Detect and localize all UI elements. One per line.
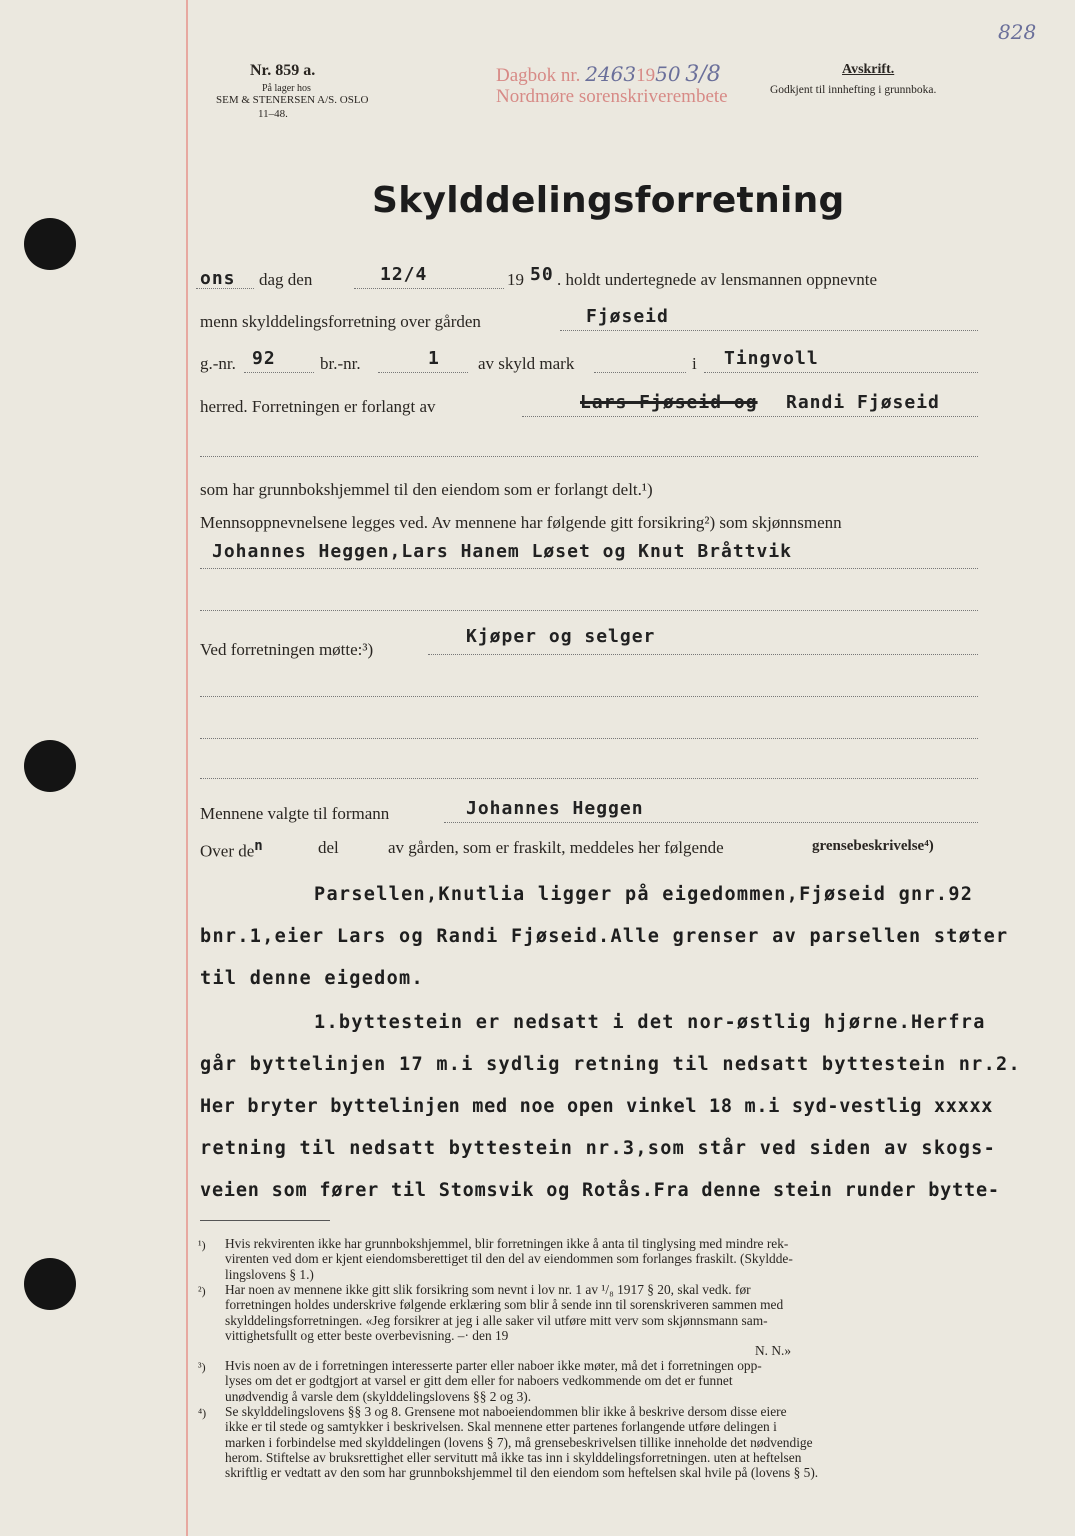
del-label: del: [318, 838, 339, 857]
place-value: Tingvoll: [724, 348, 819, 369]
punch-hole-middle: [24, 740, 76, 792]
footnote-line: skriftlig er vedtatt av den som har grunnbokshjemmel til den eiendom som heftelsen skal hvile på (lovens § 5).: [225, 1465, 819, 1481]
journal-stamp-line-1: [496, 62, 721, 87]
footnote-line: Hvis rekvirenten ikke har grunnbokshjemmel, blir forretningen ikke å anta til tinglysing med mindre rek-: [225, 1236, 789, 1251]
dotted-line: [200, 696, 978, 697]
herred-label: herred. Forretningen er forlangt av: [200, 397, 436, 416]
body-line-5: går byttelinjen 17 m.i sydlig retning til nedsatt byttestein nr.2.: [200, 1054, 1021, 1075]
dotted-line: [354, 288, 504, 289]
dotted-line: [594, 372, 686, 373]
stamp-year: 50: [655, 62, 681, 86]
dotted-line: [428, 654, 978, 655]
punch-hole-bottom: [24, 1258, 76, 1310]
year-prefix: 19: [507, 270, 524, 289]
bnr-label: br.-nr.: [320, 354, 361, 373]
body-line-3: til denne eigedom.: [200, 968, 424, 989]
dotted-line: [200, 610, 978, 611]
formann-value: Johannes Heggen: [466, 798, 644, 819]
motte-label: Ved forretningen møtte:³): [200, 640, 374, 659]
footnote-line: virenten ved dom er kjent eiendomsberettiget til den del av eiendommen som forlanges fraskilt. (Skyldde-: [225, 1251, 793, 1267]
dotted-line: [522, 416, 978, 417]
stamp-number: 2463: [585, 62, 637, 86]
footnote-line: lingslovens § 1.): [225, 1266, 314, 1282]
footnote-line: ikke er til stede og samtykker i beskrivelsen. Skal mennene etter partenes forlangende utføre delingen i: [225, 1419, 777, 1435]
formann-label: Mennene valgte til formann: [200, 804, 390, 823]
footnote-3-mark: ³): [198, 1360, 206, 1374]
footnote-line: forretningen holdes underskrive følgende erklæring som blir å sende inn til sorenskriveren sammen med: [225, 1297, 784, 1313]
stamp-year-prefix: 19: [636, 65, 656, 86]
footnote-rule: [200, 1220, 330, 1221]
requester-value: Randi Fjøseid: [786, 392, 940, 413]
printer-line-1: På lager hos: [262, 83, 311, 94]
body-line-6: Her bryter byttelinjen med noe open vinkel 18 m.i syd-vestlig xxxxx: [200, 1096, 994, 1117]
footnote-signature: N. N.»: [755, 1343, 792, 1359]
dotted-line: [200, 778, 978, 779]
footnote-2: [225, 1282, 985, 1358]
margin-rule: [186, 0, 188, 1536]
over-de-label: [200, 838, 264, 862]
gnr-label: g.-nr.: [200, 354, 236, 373]
footnote-2-mark: ²): [198, 1284, 206, 1298]
gnr-value: 92: [252, 348, 276, 369]
footnote-line: marken i forbindelse med skylddelingen (lovens § 7), må grensebeskrivelsen tillike inneholde det nødvendige: [225, 1434, 813, 1450]
footnote-4: [225, 1404, 985, 1480]
footnote-line: lyses om det er godtgjort at varsel er gitt dem eller for naboers vedkommende om det er funnet: [225, 1373, 733, 1389]
footnote-1: [225, 1236, 985, 1282]
godkjent-note: Godkjent til innhefting i grunnboka.: [770, 84, 937, 96]
over-rest-label: av gården, som er fraskilt, meddeles her følgende: [388, 838, 724, 857]
footnote-3: [225, 1358, 985, 1404]
footnote-line: Se skylddelingslovens §§ 3 og 8. Grensene mot naboeiendommen blir ikke å beskrive dersom disse eiere: [225, 1404, 787, 1419]
over-de-n: n: [254, 838, 264, 854]
footnote-line: vittighetsfullt og etter beste overbevisning. –· den 19: [225, 1327, 509, 1343]
i-label: i: [692, 354, 697, 373]
date-value: 12/4: [380, 264, 428, 285]
dotted-line: [200, 568, 978, 569]
footnote-4-mark: ⁴): [198, 1406, 207, 1420]
bnr-value: 1: [428, 348, 440, 369]
footnote-1-mark: ¹): [198, 1238, 206, 1252]
dotted-line: [560, 330, 978, 331]
avskrift-label: Avskrift.: [842, 62, 895, 77]
motte-value: Kjøper og selger: [466, 626, 656, 647]
dotted-line: [196, 288, 254, 289]
stamp-prefix: Dagbok nr.: [496, 65, 581, 86]
holdt-label: . holdt undertegnede av lensmannen oppnevnte: [557, 270, 878, 289]
farm-value: Fjøseid: [586, 306, 669, 327]
struck-requester: Lars Fjøseid og: [580, 392, 758, 413]
dotted-line: [200, 738, 978, 739]
document-title: Skylddelingsforretning: [372, 180, 845, 221]
grense-label: grensebeskrivelse⁴): [812, 838, 934, 854]
year-value: 50: [530, 264, 554, 285]
printer-line-3: 11–48.: [258, 108, 288, 120]
dotted-line: [200, 456, 978, 457]
weekday-value: ons: [200, 268, 236, 289]
grunnbok-text: som har grunnbokshjemmel til den eiendom som er forlangt delt.¹): [200, 480, 653, 499]
footnote-line: skylddelingsforretningen. «Jeg forsikrer at jeg i alle saker vil utføre mitt verv som skjønnsmann sam-: [225, 1312, 768, 1328]
dotted-line: [704, 372, 978, 373]
page-number: 828: [998, 20, 1037, 44]
dag-den-label: dag den: [259, 270, 313, 289]
printer-line-2: SEM & STENERSEN A/S. OSLO: [216, 94, 369, 106]
mennsopp-text: Mennsoppnevnelsene legges ved. Av mennene har følgende gitt forsikring²) som skjønnsmenn: [200, 513, 842, 532]
body-line-4: 1.byttestein er nedsatt i det nor-østlig hjørne.Herfra: [314, 1012, 986, 1033]
dotted-line: [378, 372, 468, 373]
footnote-line: Hvis noen av de i forretningen interesserte parter eller naboer ikke møter, må det i forretningen opp-: [225, 1358, 762, 1373]
dotted-line: [444, 822, 978, 823]
body-line-2: bnr.1,eier Lars og Randi Fjøseid.Alle grenser av parsellen støter: [200, 926, 1009, 947]
stamp-date: 3/8: [685, 62, 721, 87]
footnote-line: unødvendig å varsle dem (skylddelingslovens §§ 2 og 3).: [225, 1388, 532, 1404]
punch-hole-top: [24, 218, 76, 270]
body-line-1: Parsellen,Knutlia ligger på eigedommen,Fjøseid gnr.92: [314, 884, 974, 905]
body-line-7: retning til nedsatt byttestein nr.3,som står ved siden av skogs-: [200, 1138, 997, 1159]
skyld-label: av skyld mark: [478, 354, 575, 373]
over-de-text: Over de: [200, 841, 255, 861]
men-names: Johannes Heggen,Lars Hanem Løset og Knut Bråttvik: [212, 541, 793, 562]
menn-label: menn skylddelingsforretning over gården: [200, 312, 481, 331]
footnote-line: herom. Stiftelse av bruksrettighet eller servitutt må ikke tas inn i skylddelingsforretningen. uten at heftelsen: [225, 1449, 802, 1465]
journal-stamp-line-2: Nordmøre sorenskriverembete: [496, 86, 728, 107]
form-number: Nr. 859 a.: [250, 62, 316, 79]
footnote-line: Har noen av mennene ikke gitt slik forsikring som nevnt i lov nr. 1 av ¹/₈ 1917 § 20, skal vedk. før: [225, 1282, 751, 1297]
dotted-line: [244, 372, 314, 373]
body-line-8: veien som fører til Stomsvik og Rotås.Fra denne stein runder bytte-: [200, 1180, 1000, 1201]
